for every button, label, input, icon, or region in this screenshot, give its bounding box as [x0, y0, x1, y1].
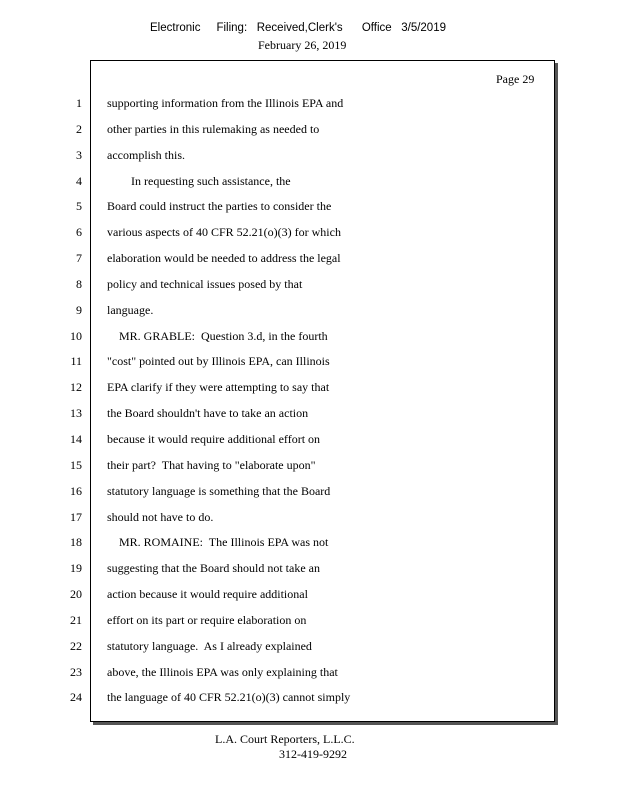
transcript-line: [0, 299, 618, 325]
transcript-line: [0, 273, 618, 299]
transcript-line: [0, 170, 618, 196]
line-text: the language of 40 CFR 52.21(o)(3) cannot simply: [107, 690, 351, 705]
line-number: 2: [76, 121, 82, 136]
transcript-line: [0, 506, 618, 532]
transcript-line: [0, 428, 618, 454]
line-number: 7: [76, 251, 82, 266]
line-number: 10: [70, 328, 82, 343]
line-text: supporting information from the Illinois EPA and: [107, 96, 344, 110]
line-number: 13: [70, 406, 82, 421]
line-text: policy and technical issues posed by that: [107, 276, 303, 291]
transcript-line: [0, 531, 618, 557]
line-text: MR. GRABLE: Question 3.d, in the fourth: [107, 328, 328, 343]
line-number: 9: [76, 302, 82, 317]
line-text: statutory language is something that the Board: [107, 483, 331, 498]
line-number: 19: [70, 561, 82, 576]
line-text: "cost" pointed out by Illinois EPA, can Illinois: [107, 354, 330, 369]
line-text: various aspects of 40 CFR 52.21(o)(3) for which: [107, 225, 341, 240]
line-text: their part? That having to "elaborate upon": [107, 457, 316, 472]
transcript-line: [0, 583, 618, 609]
transcript-line: [0, 557, 618, 583]
line-text: because it would require additional effort on: [107, 431, 321, 446]
line-text: EPA clarify if they were attempting to say that: [107, 380, 330, 395]
filing-stamp: Electronic Filing: Received,Clerk's Office 3/5/2019: [150, 22, 446, 34]
line-text: accomplish this.: [107, 147, 185, 162]
transcript-line: [0, 195, 618, 221]
transcript-line: [0, 144, 618, 170]
line-number: 22: [70, 638, 82, 653]
line-number: 20: [70, 587, 82, 602]
line-number: 5: [76, 199, 82, 214]
line-text: above, the Illinois EPA was only explaining that: [107, 664, 338, 679]
line-number: 14: [70, 431, 82, 446]
line-number: 16: [70, 483, 82, 498]
line-number: 15: [70, 457, 82, 472]
line-number: 1: [76, 96, 82, 110]
line-number: 12: [70, 380, 82, 395]
transcript-line: [0, 350, 618, 376]
transcript-line: [0, 480, 618, 506]
line-text: action because it would require additional: [107, 587, 308, 602]
transcript-line: [0, 661, 618, 687]
transcript-line: [0, 325, 618, 351]
transcript-line: [0, 118, 618, 144]
transcript-line: [0, 376, 618, 402]
transcript-line: [0, 402, 618, 428]
transcript-line: [0, 686, 618, 712]
page-number: Page 29: [496, 72, 535, 86]
transcript-line: [0, 247, 618, 273]
line-text: elaboration would be needed to address the legal: [107, 251, 341, 266]
line-number: 23: [70, 664, 82, 679]
line-text: should not have to do.: [107, 509, 214, 524]
line-number: 3: [76, 147, 82, 162]
line-text: statutory language. As I already explained: [107, 638, 312, 653]
line-number: 8: [76, 276, 82, 291]
line-number: 11: [70, 354, 82, 369]
line-text: the Board shouldn't have to take an action: [107, 406, 309, 421]
line-text: Board could instruct the parties to consider the: [107, 199, 332, 214]
transcript-line: [0, 609, 618, 635]
line-number: 4: [76, 173, 82, 188]
transcript-line: [0, 92, 618, 118]
transcript-line: [0, 221, 618, 247]
line-text: effort on its part or require elaboration on: [107, 612, 307, 627]
line-number: 17: [70, 509, 82, 524]
line-number: 21: [70, 612, 82, 627]
transcript-line: [0, 454, 618, 480]
line-text: other parties in this rulemaking as needed to: [107, 121, 320, 136]
line-number: 6: [76, 225, 82, 240]
footer-phone: 312-419-9292: [279, 747, 347, 761]
line-text: In requesting such assistance, the: [107, 173, 291, 188]
transcript-line: [0, 635, 618, 661]
line-text: suggesting that the Board should not take an: [107, 561, 320, 576]
transcript-lines: [0, 92, 618, 712]
line-number: 24: [70, 690, 82, 705]
line-text: language.: [107, 302, 154, 317]
filing-date: February 26, 2019: [258, 38, 347, 52]
line-text: MR. ROMAINE: The Illinois EPA was not: [107, 535, 329, 550]
line-number: 18: [70, 535, 82, 550]
footer-company: L.A. Court Reporters, L.L.C.: [215, 732, 355, 746]
